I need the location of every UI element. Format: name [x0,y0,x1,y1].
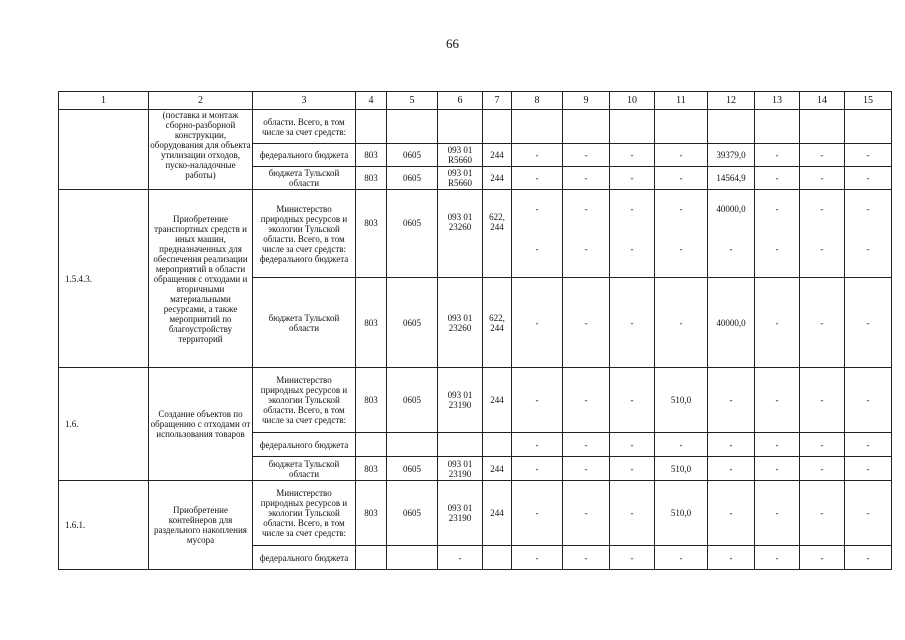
value-cell: - [845,278,892,368]
code-cell: 093 01 23190 [438,368,483,433]
value-cell: - [655,433,708,457]
value-cell: - [755,368,800,433]
value-cell: 510,0 [655,457,708,481]
funding-source: Министерство природных ресурсов и экологии Тульской области. Всего, в том числе за счет средств: [253,368,356,433]
code-cell: 803 [356,167,387,190]
code-cell: 244 [483,481,512,546]
value-cell: - [610,167,655,190]
code-cell: 622, 244 [483,190,512,278]
value-cell: - [708,433,755,457]
funding-source: области. Всего, в том числе за счет средств: [253,110,356,144]
code-cell: 803 [356,278,387,368]
column-header: 11 [655,92,708,110]
value-cell: - [845,433,892,457]
value-cell: - [512,481,563,546]
column-header: 9 [563,92,610,110]
column-header: 10 [610,92,655,110]
code-cell: 803 [356,457,387,481]
value-cell: - [610,278,655,368]
value-cell: - [610,546,655,570]
column-header: 1 [59,92,149,110]
value-cell: - - [655,190,708,278]
value-cell: - [800,457,845,481]
column-header: 5 [387,92,438,110]
value-cell: - [845,457,892,481]
column-header: 2 [149,92,253,110]
value-cell: - [755,546,800,570]
value-cell: 40000,0 - [708,190,755,278]
value-cell: - [610,433,655,457]
item-number: 1.6.1. [59,481,149,570]
value-cell: - [610,481,655,546]
value-cell: - [845,546,892,570]
code-cell: 244 [483,167,512,190]
item-description: Создание объектов по обращению с отходами от использования товаров [149,368,253,481]
table-row [59,481,892,546]
value-cell: - [563,144,610,167]
value-cell: - - [845,190,892,278]
value-cell: - [708,481,755,546]
column-header: 7 [483,92,512,110]
value-cell: - [512,144,563,167]
code-cell: 244 [483,368,512,433]
code-cell: 622, 244 [483,278,512,368]
column-header: 12 [708,92,755,110]
code-cell: 093 01 23190 [438,481,483,546]
column-header: 13 [755,92,800,110]
column-header: 14 [800,92,845,110]
item-number-cell [59,110,149,190]
value-cell: - [655,167,708,190]
code-cell: 803 [356,144,387,167]
value-cell: 14564,9 [708,167,755,190]
value-cell: - [563,167,610,190]
value-cell: - - [800,190,845,278]
item-description: Приобретение контейнеров для раздельного накопления мусора [149,481,253,570]
funding-source: Министерство природных ресурсов и экологии Тульской области. Всего, в том числе за счет средств: федерального бюджета [253,190,356,278]
value-cell: - [610,457,655,481]
column-header: 6 [438,92,483,110]
value-cell: - [563,433,610,457]
value-cell: - [755,167,800,190]
value-cell: - [610,368,655,433]
code-cell: 244 [483,457,512,481]
value-cell: 510,0 [655,368,708,433]
funding-source: бюджета Тульской области [253,167,356,190]
value-cell: - [845,481,892,546]
code-cell: 803 [356,481,387,546]
table-row [59,110,892,144]
funding-source: Министерство природных ресурсов и экологии Тульской области. Всего, в том числе за счет средств: [253,481,356,546]
value-cell: - [845,368,892,433]
value-cell: - [563,481,610,546]
item-number: 1.5.4.3. [59,190,149,368]
value-cell: - [845,144,892,167]
funding-source: федерального бюджета [253,546,356,570]
code-cell: 244 [483,144,512,167]
value-cell: - [708,457,755,481]
funding-source: федерального бюджета [253,144,356,167]
value-cell: 510,0 [655,481,708,546]
value-cell: - [512,368,563,433]
value-cell: - [800,481,845,546]
value-cell: - [512,278,563,368]
value-cell: - [800,433,845,457]
value-cell: - [708,546,755,570]
code-cell: 093 01 23260 [438,190,483,278]
table-row [59,190,892,278]
code-cell: 093 01 23260 [438,278,483,368]
funding-source: бюджета Тульской области [253,278,356,368]
value-cell: - - [755,190,800,278]
value-cell: - [800,546,845,570]
funding-source: федерального бюджета [253,433,356,457]
value-cell: - [438,546,483,570]
value-cell: - [755,457,800,481]
column-header: 8 [512,92,563,110]
value-cell: - - [563,190,610,278]
code-cell: 093 01 R5660 [438,167,483,190]
code-cell: 0605 [387,368,438,433]
code-cell: 803 [356,190,387,278]
item-description: (поставка и монтаж сборно-разборной конструкции, оборудования для объекта утилизации отходов, пуско-наладочные работы) [149,110,253,190]
column-header: 4 [356,92,387,110]
value-cell: - [755,481,800,546]
value-cell: - [563,457,610,481]
value-cell: - [845,167,892,190]
value-cell: - [755,433,800,457]
value-cell: - - [610,190,655,278]
item-number: 1.6. [59,368,149,481]
value-cell: - [512,457,563,481]
value-cell: - [800,368,845,433]
funding-source: бюджета Тульской области [253,457,356,481]
item-description: Приобретение транспортных средств и иных машин, предназначенных для обеспечения реализации мероприятий в области обращения с отходами и вторичными материальными ресурсами, а также мероприятий по благоустройству территорий [149,190,253,368]
table-row [59,368,892,433]
value-cell: - [563,368,610,433]
column-header: 15 [845,92,892,110]
table-header-row [59,92,892,110]
value-cell: 40000,0 [708,278,755,368]
value-cell: - [800,167,845,190]
code-cell: 0605 [387,144,438,167]
code-cell: 093 01 R5660 [438,144,483,167]
code-cell: 093 01 23190 [438,457,483,481]
code-cell: 0605 [387,167,438,190]
page-number: 66 [446,36,459,51]
code-cell: 0605 [387,481,438,546]
value-cell: - [655,278,708,368]
value-cell: - [655,144,708,167]
value-cell: - [563,278,610,368]
value-cell: - [512,433,563,457]
budget-table [58,91,892,570]
value-cell: - [755,278,800,368]
value-cell: - [800,144,845,167]
code-cell: 0605 [387,457,438,481]
value-cell: - [708,368,755,433]
column-header: 3 [253,92,356,110]
value-cell: - [512,167,563,190]
value-cell: - [800,278,845,368]
value-cell: - [512,546,563,570]
value-cell: - [755,144,800,167]
code-cell: 0605 [387,278,438,368]
value-cell: - [610,144,655,167]
value-cell: - [563,546,610,570]
value-cell: 39379,0 [708,144,755,167]
code-cell: 803 [356,368,387,433]
value-cell: - - [512,190,563,278]
value-cell: - [655,546,708,570]
code-cell: 0605 [387,190,438,278]
